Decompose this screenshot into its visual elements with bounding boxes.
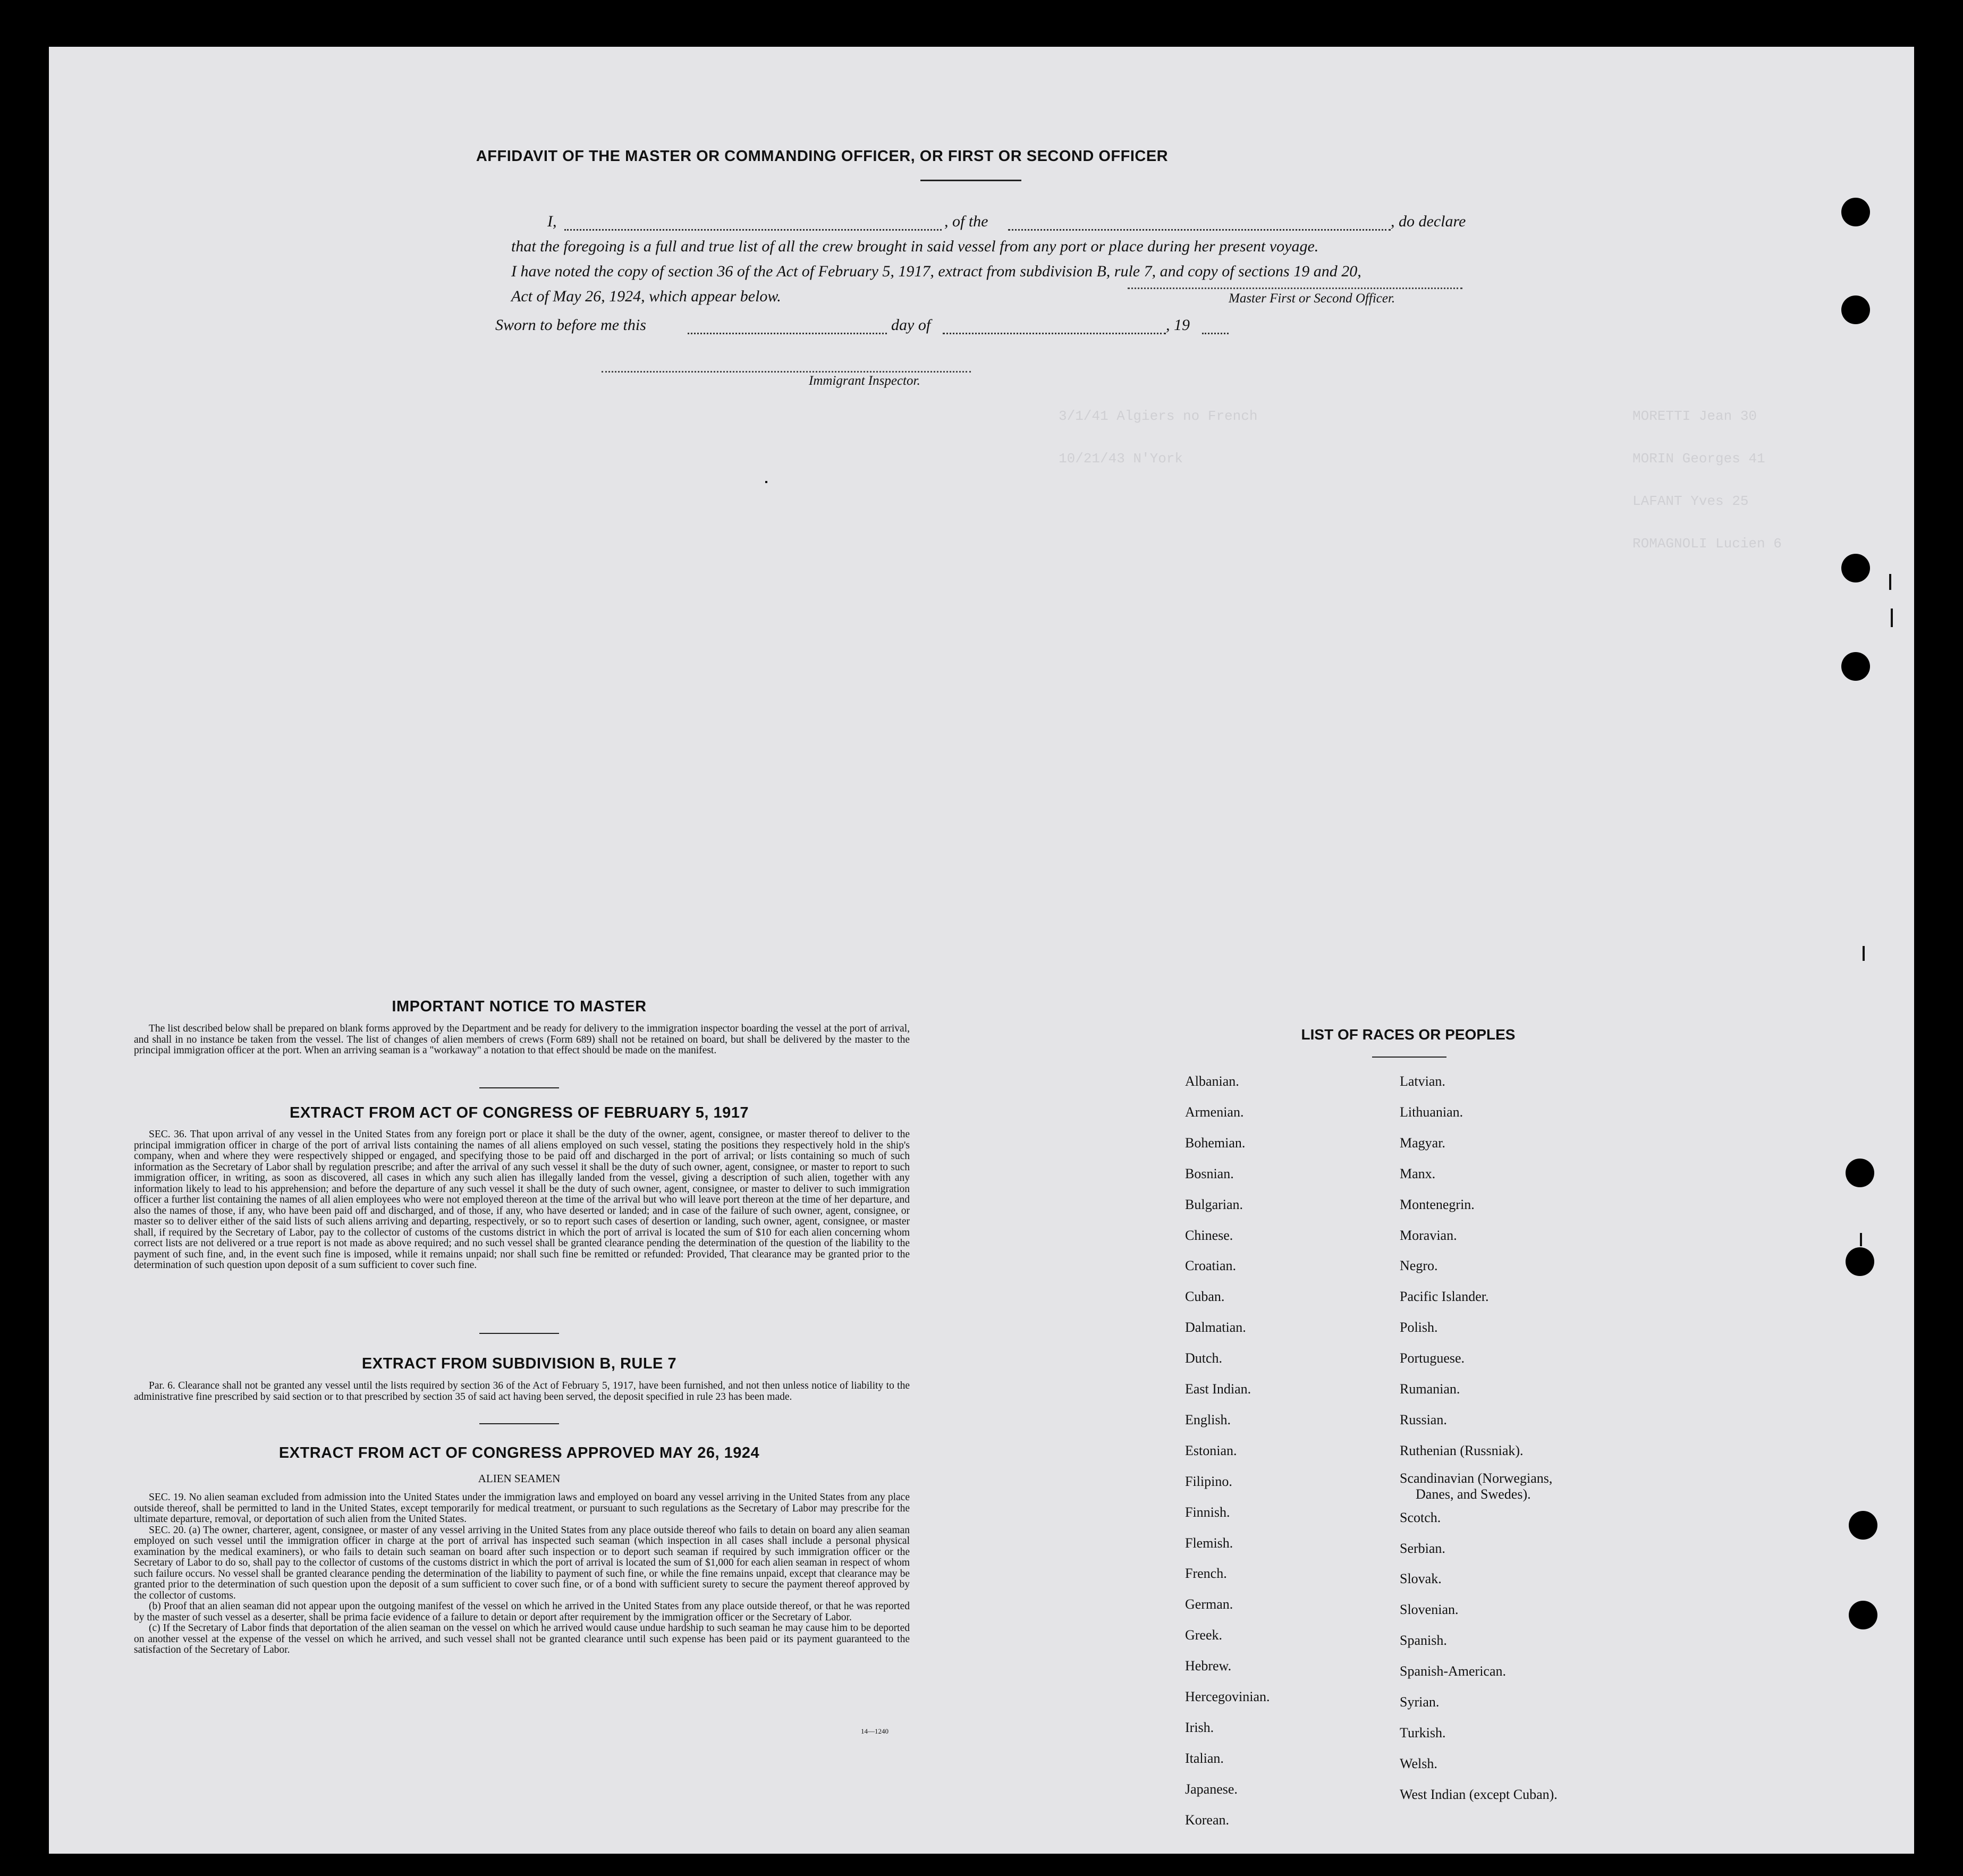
race-item: Irish. <box>1185 1719 1214 1735</box>
punch-hole <box>1841 295 1870 324</box>
sec-36-paragraph: SEC. 36. That upon arrival of any vessel in the United States from any foreign port or place it shall be the duty of the owner, agent, consignee, or master thereof to deliver to the principal immigration officer in charge of the port of arrival lists containing the names of all aliens employed on such vessel, stating the positions they respectively hold in the ship's company, when and where they were respectively shipped or engaged, and specifying those to be paid off and discharged in the port of arrival; or lists containing so much of such information as the Secretary of Labor shall by regulation prescribe; and after the arrival of any such vessel it shall be the duty of such owner, agent, consignee, or master to report to such immigration officer, in writing, as soon as discovered, all cases in which any such alien has illegally landed from the vessel, giving a description of such alien, together with any information likely to lead to his apprehension; and before the departure of any such vessel it shall be the duty of such owner, agent, consignee, or master to deliver to such immigration officer a further list containing the names of all alien employees who were not employed thereon at the time of the arrival but who will leave port thereon at the time of her departure, and also the names of those, if any, who have been paid off and discharged, and of those, if any, who have deserted or landed; and in case of the failure of such owner, agent, consignee, or master so to deliver either of the said lists of such aliens arriving and departing, respectively, or so to report such cases of desertion or landing, such owner, agent, consignee, or master shall, if required by the Secretary of Labor, pay to the collector of customs of the customs district in which the port of arrival is located the sum of $10 for each alien concerning whom correct lists are not delivered or a true report is not made as above required; and no such vessel shall be granted clearance pending the determination of the question of the liability to the payment of such fine, and, in the event such fine is imposed, while it remains unpaid; nor shall such fine be remitted or refunded: Provided, That clearance may be granted prior to the determination of such question upon deposit of a sum sufficient to cover such fine. <box>134 1129 910 1271</box>
affidavit-i: I, <box>547 213 557 230</box>
race-item: Japanese. <box>1185 1781 1238 1797</box>
race-item: French. <box>1185 1566 1227 1582</box>
affidavit-of-the: , of the <box>944 213 988 230</box>
race-item: Russian. <box>1400 1412 1447 1427</box>
race-item: Negro. <box>1400 1258 1438 1274</box>
pen-mark <box>765 481 767 483</box>
race-item: Lithuanian. <box>1400 1104 1463 1120</box>
races-underline <box>1372 1057 1446 1058</box>
race-item: Spanish. <box>1400 1633 1447 1649</box>
sworn-year-blank[interactable] <box>1202 320 1229 334</box>
race-item: Welsh. <box>1400 1755 1437 1771</box>
extract-1924-title: EXTRACT FROM ACT OF CONGRESS APPROVED MAY 26, 1924 <box>278 1444 760 1461</box>
master-signature-label: Master First or Second Officer. <box>1229 291 1395 306</box>
race-item: East Indian. <box>1185 1381 1251 1397</box>
race-item: Chinese. <box>1185 1227 1233 1243</box>
sec-20b-paragraph: (b) Proof that an alien seaman did not appear upon the outgoing manifest of the vessel on which he arrived in the United States from any place outside thereof, or that he was reported by the master of such vessel as a deserter, shall be prima facie evidence of a failure to detain or deport after requirement by the immigration officer or the Secretary of Labor. <box>134 1601 910 1623</box>
punch-hole <box>1849 1601 1877 1629</box>
title-underline <box>920 180 1021 181</box>
race-item: Hercegovinian. <box>1185 1689 1270 1704</box>
race-item: Magyar. <box>1400 1135 1445 1151</box>
race-item: Slovenian. <box>1400 1602 1459 1618</box>
extract-1917-text <box>134 1129 910 1271</box>
rule7-text <box>134 1381 910 1402</box>
race-item: Bohemian. <box>1185 1135 1246 1151</box>
race-item: Slovak. <box>1400 1571 1442 1587</box>
race-item: Syrian. <box>1400 1694 1440 1710</box>
race-item: Scotch. <box>1400 1509 1441 1525</box>
race-item: Bulgarian. <box>1185 1196 1243 1212</box>
race-item: Filipino. <box>1185 1473 1232 1489</box>
name-blank[interactable] <box>564 216 942 231</box>
race-item: Italian. <box>1185 1750 1224 1766</box>
race-item: Scandinavian (Norwegians, <box>1400 1470 1553 1486</box>
pen-mark <box>1863 946 1865 961</box>
race-item: Dalmatian. <box>1185 1320 1246 1336</box>
extract-1917-title: EXTRACT FROM ACT OF CONGRESS OF FEBRUARY 5, 1917 <box>289 1104 749 1121</box>
race-item: English. <box>1185 1412 1231 1427</box>
sec-19-paragraph: SEC. 19. No alien seaman excluded from admission into the United States under the immigration laws and employed on board any vessel arriving in the United States from any place outside thereof, shall be permitted to land in the United States, except temporarily for medical treatment, or pursuant to such regulations as the Secretary of Labor may prescribe for the ultimate departure, removal, or deportation of such alien from the United States. <box>134 1492 910 1525</box>
race-item: Bosnian. <box>1185 1165 1234 1181</box>
affidavit-declare: , do declare <box>1391 213 1466 230</box>
inspector-label: Immigrant Inspector. <box>809 374 920 388</box>
punch-hole <box>1849 1511 1877 1540</box>
race-item: Estonian. <box>1185 1442 1237 1458</box>
sworn-line <box>495 312 1346 337</box>
bleed-through-text: 10/21/43 N'York <box>1059 451 1183 467</box>
vessel-blank[interactable] <box>1008 216 1391 231</box>
section-divider <box>479 1087 559 1088</box>
extract-1924-text <box>134 1492 910 1656</box>
sworn-prefix: Sworn to before me this <box>495 316 646 334</box>
race-item: Armenian. <box>1185 1104 1244 1120</box>
master-signature-line[interactable] <box>1128 288 1462 289</box>
bleed-through-text: 3/1/41 Algiers no French <box>1059 408 1258 424</box>
race-item: Albanian. <box>1185 1074 1239 1089</box>
race-item: Finnish. <box>1185 1504 1230 1520</box>
punch-hole <box>1841 652 1870 681</box>
notice-title: IMPORTANT NOTICE TO MASTER <box>392 998 647 1015</box>
race-item: Spanish-American. <box>1400 1663 1507 1679</box>
bleed-through-text: MORETTI Jean 30 <box>1632 408 1757 424</box>
inspector-signature-line[interactable] <box>602 371 971 373</box>
race-item: Pacific Islander. <box>1400 1289 1489 1305</box>
sec-20a-paragraph: SEC. 20. (a) The owner, charterer, agent, consignee, or master of any vessel arriving in the United States from any place outside thereof who fails to detain on board any alien seaman employed on such vessel until the immigration officer in charge at the port of arrival has inspected such seaman (which inspection in all cases shall include a personal physical examination by the medical examiners), or who fails to detain such seaman on board after such inspection or to deport such seaman if required by such immigration officer or the Secretary of Labor to do so, shall pay to the collector of customs of the customs district in which the port of arrival is located the sum of $1,000 for each alien seaman in respect of whom such failure occurs. No vessel shall be granted clearance pending the determination of the liability to payment of such fine, or while the fine remains unpaid, except that clearance may be granted prior to the determination of such question upon the deposit of a sum sufficient to cover such fine, or of a bond with sufficient surety to secure the payment thereof approved by the collector of customs. <box>134 1524 910 1601</box>
document-page <box>49 47 1914 1854</box>
race-item: Portuguese. <box>1400 1350 1465 1366</box>
race-item: Korean. <box>1185 1812 1230 1828</box>
pen-mark <box>1891 609 1893 627</box>
punch-hole <box>1841 198 1870 226</box>
race-item: Cuban. <box>1185 1289 1225 1305</box>
alien-seamen-subtitle: ALIEN SEAMEN <box>478 1472 561 1485</box>
race-item: Manx. <box>1400 1165 1436 1181</box>
race-item: West Indian (except Cuban). <box>1400 1786 1558 1802</box>
form-number: 14—1240 <box>861 1727 889 1735</box>
sworn-year: , 19 <box>1166 316 1190 334</box>
sec-20c-paragraph: (c) If the Secretary of Labor finds that deportation of the alien seaman on the vessel on which he arrived would cause undue hardship to such seaman he may cause him to be deported on another vessel at the expense of the vessel on which he arrived, and such vessel shall not be granted clearance until such expense has been paid or its payment guaranteed to the satisfaction of the Secretary of Labor. <box>134 1623 910 1655</box>
par-6-paragraph: Par. 6. Clearance shall not be granted any vessel until the lists required by section 36 of the Act of February 5, 1917, have been furnished, and not then unless notice of liability to the administrative fine prescribed by said section or to that prescribed by section 35 of said act having been served, the deposit specified in rule 23 has been made. <box>134 1380 910 1402</box>
race-item: Ruthenian (Russniak). <box>1400 1442 1524 1458</box>
race-item: Flemish. <box>1185 1535 1233 1551</box>
punch-hole <box>1841 554 1870 582</box>
affidavit-line-2: that the foregoing is a full and true list of all the crew brought in said vessel from any port or place during her present voyage. <box>511 238 1319 255</box>
sworn-day-of: day of <box>891 316 931 334</box>
race-item: Moravian. <box>1400 1227 1457 1243</box>
race-item: Latvian. <box>1400 1074 1445 1089</box>
sworn-date-blank[interactable] <box>688 320 887 334</box>
race-item: Serbian. <box>1400 1540 1445 1556</box>
race-item: German. <box>1185 1596 1233 1612</box>
race-item: Hebrew. <box>1185 1658 1232 1674</box>
race-item: Montenegrin. <box>1400 1196 1475 1212</box>
pen-mark <box>1860 1233 1862 1246</box>
race-item: Greek. <box>1185 1627 1223 1643</box>
affidavit-line-1 <box>511 209 1537 234</box>
race-item: Turkish. <box>1400 1725 1446 1740</box>
races-title: LIST OF RACES OR PEOPLES <box>1301 1026 1516 1043</box>
section-divider <box>479 1423 559 1424</box>
pen-mark <box>1889 574 1891 590</box>
affidavit-title: AFFIDAVIT OF THE MASTER OR COMMANDING OFFICER, OR FIRST OR SECOND OFFICER <box>476 148 1169 165</box>
race-item: Polish. <box>1400 1320 1438 1336</box>
race-item: Rumanian. <box>1400 1381 1460 1397</box>
bleed-through-text: ROMAGNOLI Lucien 6 <box>1632 536 1782 552</box>
section-divider <box>479 1333 559 1334</box>
sworn-month-blank[interactable] <box>943 320 1166 334</box>
punch-hole <box>1846 1247 1874 1276</box>
race-item: Croatian. <box>1185 1258 1237 1274</box>
notice-paragraph: The list described below shall be prepared on blank forms approved by the Department and be ready for delivery to the immigration inspector boarding the vessel at the port of arrival, and shall in no instance be taken from the vessel. The list of changes of alien members of crews (Form 689) shall not be retained on board, but shall be delivered by the master to the principal immigration officer at the port. When an arriving seaman is a "workaway" a notation to that effect should be made on the manifest. <box>134 1023 910 1056</box>
race-item: Dutch. <box>1185 1350 1223 1366</box>
affidavit-line-4: Act of May 26, 1924, which appear below. <box>511 288 781 305</box>
punch-hole <box>1846 1159 1874 1187</box>
rule7-title: EXTRACT FROM SUBDIVISION B, RULE 7 <box>361 1355 677 1372</box>
affidavit-line-3: I have noted the copy of section 36 of the Act of February 5, 1917, extract from subdivision B, rule 7, and copy of sections 19 and 20, <box>511 263 1361 280</box>
bleed-through-text: MORIN Georges 41 <box>1632 451 1765 467</box>
notice-text <box>134 1024 910 1057</box>
race-item: Danes, and Swedes). <box>1416 1486 1531 1502</box>
bleed-through-text: LAFANT Yves 25 <box>1632 493 1749 509</box>
